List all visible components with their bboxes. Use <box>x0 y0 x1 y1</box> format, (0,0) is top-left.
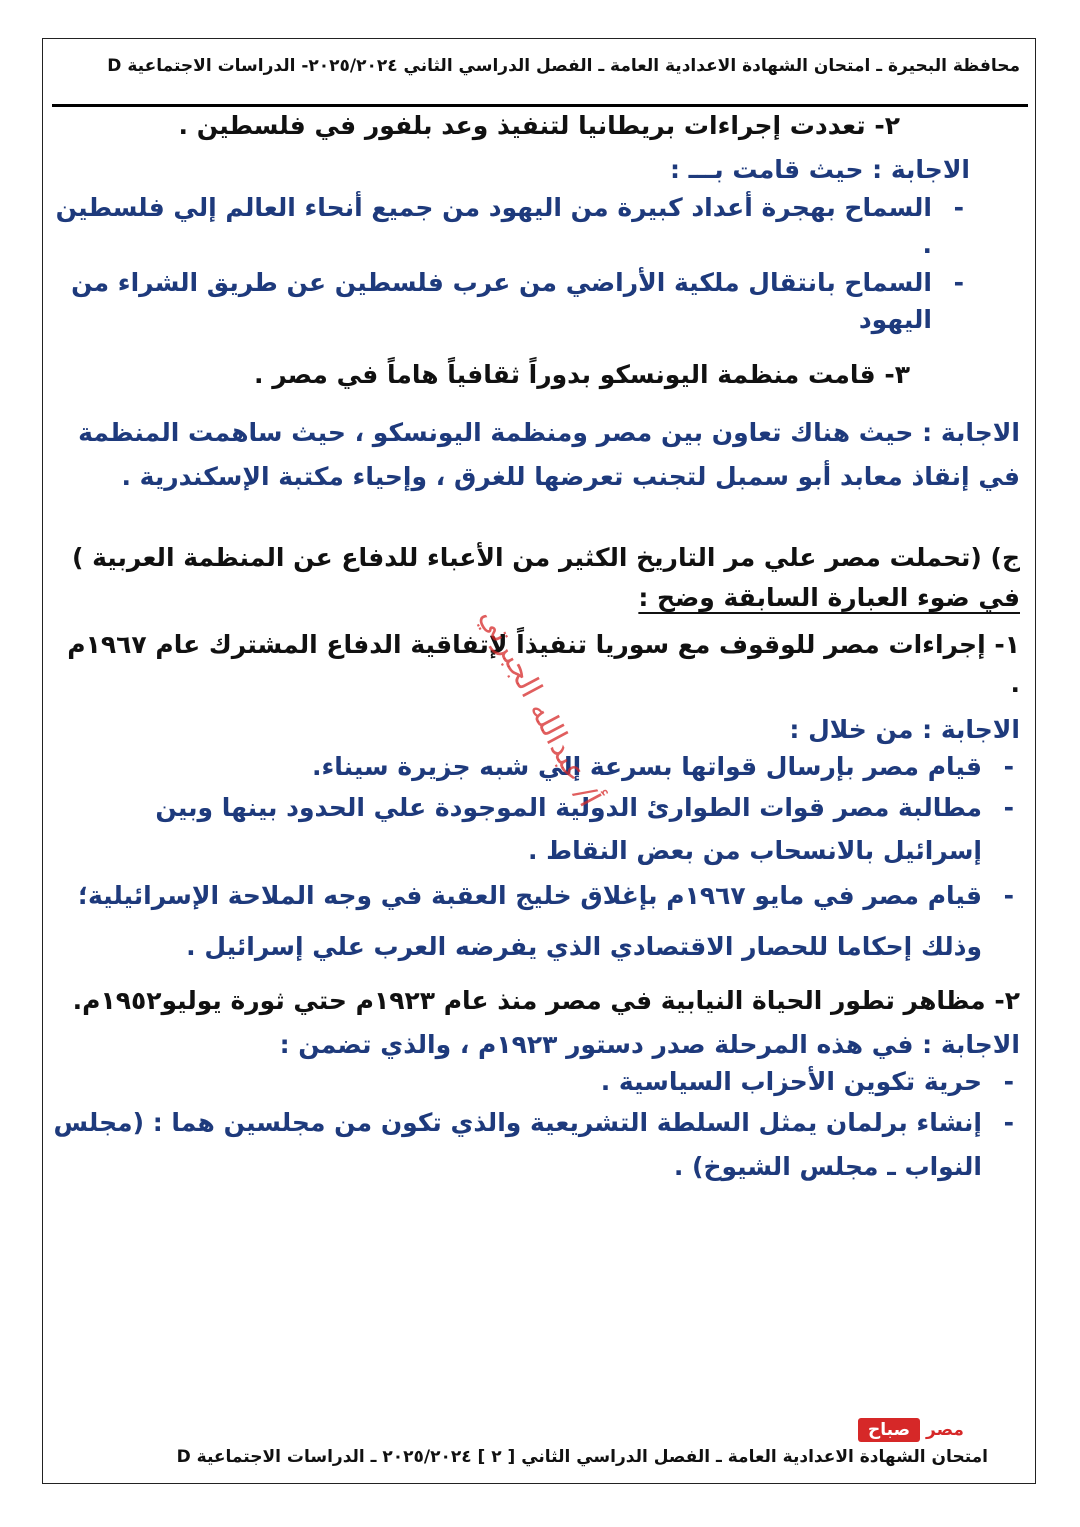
list-item: - مطالبة مصر قوات الطوارئ الدولية الموجودة علي الحدود بينها وبين إسرائيل بالانسحاب من بعض النقاط . <box>52 786 1020 874</box>
answer-intro-syria: الاجابة : من خلال : <box>789 714 1020 744</box>
answer-intro-parliament: الاجابة : في هذه المرحلة صدر دستور ١٩٢٣م ، والذي تضمن : <box>279 1030 1020 1059</box>
answer-unesco: الاجابة : حيث هناك تعاون بين مصر ومنظمة اليونسكو ، حيث ساهمت المنظمة في إنقاذ معابد أبو سمبل لتجنب تعرضها للغرق ، وإحياء مكتبة الإسكندرية . <box>78 417 1020 491</box>
question-unesco: ٣- قامت منظمة اليونسكو بدوراً ثقافياً هاماً في مصر . <box>254 359 910 389</box>
part-c-instruction: في ضوء العبارة السابقة وضح : <box>638 583 1020 613</box>
page-footer: امتحان الشهادة الاعدادية العامة ـ الفصل الدراسي الثاني [ ٢ ] ٢٠٢٥/٢٠٢٤ ـ الدراسات الاجتماعية D <box>176 1447 988 1467</box>
section-balfour <box>52 108 1020 144</box>
page-header: محافظة البحيرة ـ امتحان الشهادة الاعدادية العامة ـ الفصل الدراسي الثاني ٢٠٢٥/٢٠٢٤- الدراسات الاجتماعية D <box>107 56 1020 76</box>
sabah-masr-logo <box>858 1415 1028 1445</box>
list-item: - السماح بهجرة أعداد كبيرة من اليهود من جميع أنحاء العالم إلي فلسطين . <box>52 189 970 264</box>
list-item: - السماح بانتقال ملكية الأراضي من عرب فلسطين عن طريق الشراء من اليهود <box>52 264 970 339</box>
list-item: - قيام مصر في مايو ١٩٦٧م بإغلاق خليج العقبة في وجه الملاحة الإسرائيلية؛ <box>52 877 1020 915</box>
part-c-statement: ج) (تحملت مصر علي مر التاريخ الكثير من الأعباء للدفاع عن المنظمة العربية ) <box>72 543 1020 573</box>
header-divider <box>52 104 1028 107</box>
author-watermark: أ/ عبدالله الجبرتي <box>472 602 607 813</box>
list-item: - إنشاء برلمان يمثل السلطة التشريعية والذي تكون من مجلسين هما : (مجلس النواب ـ مجلس الشيوخ) . <box>52 1101 1020 1189</box>
answer-continuation: وذلك إحكاما للحصار الاقتصادي الذي يفرضه العرب علي إسرائيل . <box>186 931 982 961</box>
question-balfour: ٢- تعددت إجراءات بريطانيا لتنفيذ وعد بلفور في فلسطين . <box>178 111 900 140</box>
question-parliament: ٢- مظاهر تطور الحياة النيابية في مصر منذ عام ١٩٢٣م حتي ثورة يوليو١٩٥٢م. <box>72 985 1020 1015</box>
exam-content <box>52 108 1020 1188</box>
logo-text: مصر <box>926 1420 964 1440</box>
list-item: - حرية تكوين الأحزاب السياسية . <box>52 1063 1020 1101</box>
list-item: - قيام مصر بإرسال قواتها بسرعة إلي شبه جزيرة سيناء. <box>52 748 1020 786</box>
logo-box-text: صباح <box>858 1418 920 1442</box>
question-syria-defense: ١- إجراءات مصر للوقوف مع سوريا تنفيذاً لإتفاقية الدفاع المشترك عام ١٩٦٧م . <box>67 630 1020 698</box>
answer-intro-balfour: الاجابة : حيث قامت بـــ : <box>669 155 970 185</box>
